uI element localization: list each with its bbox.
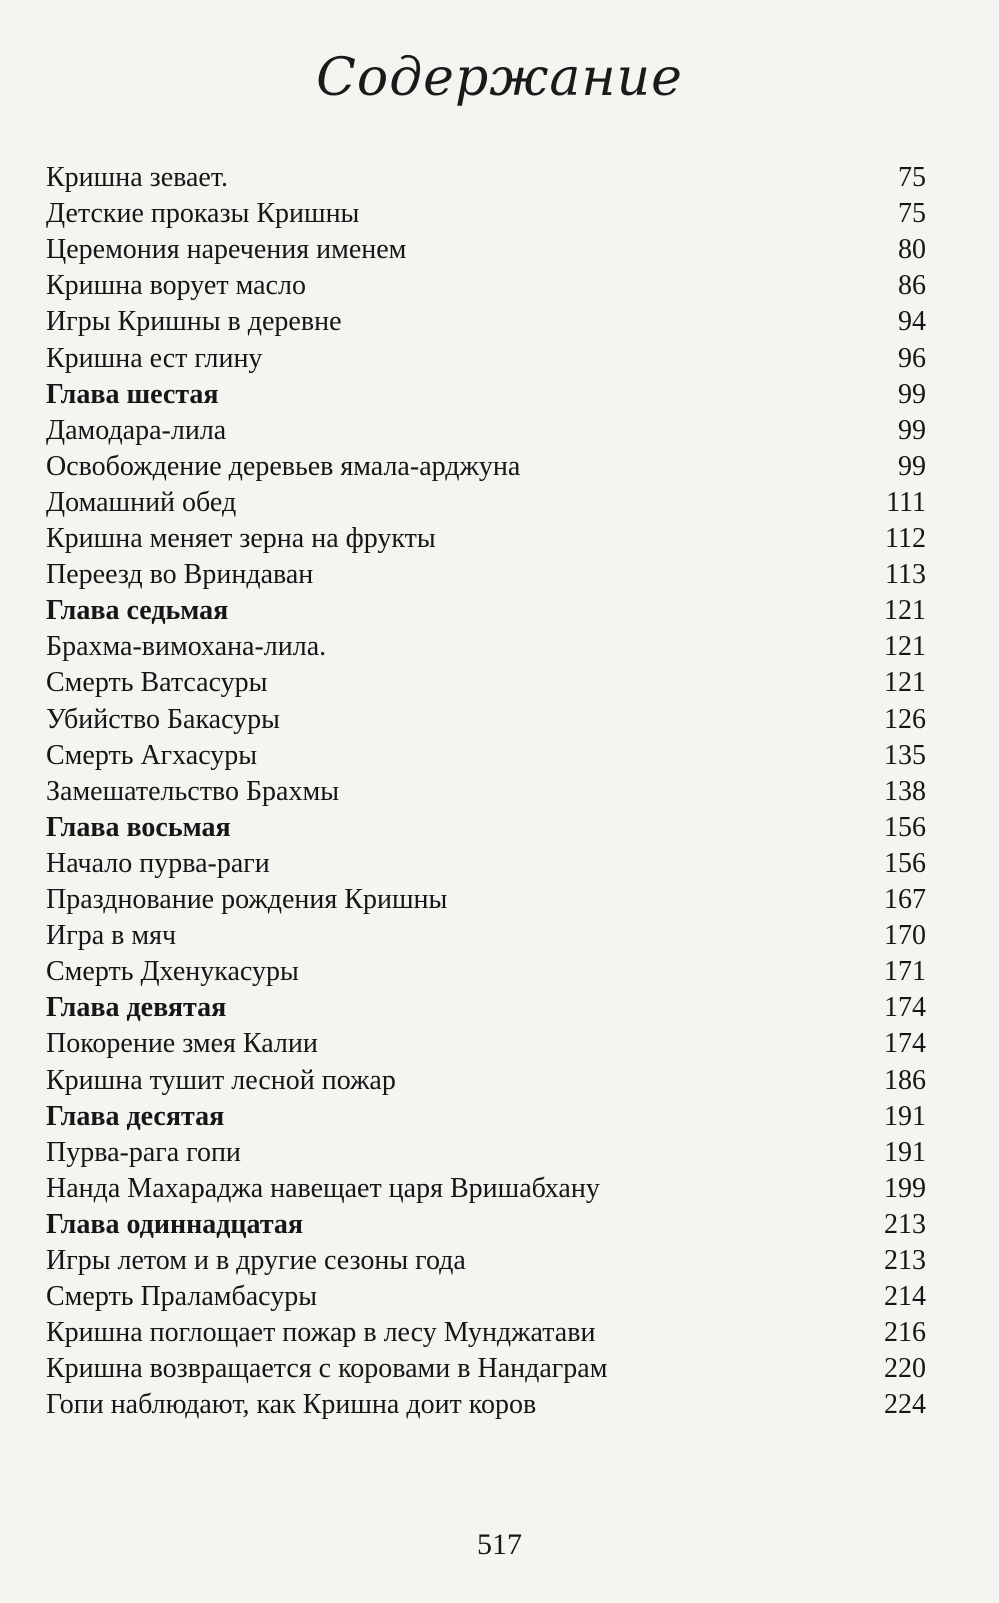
toc-entry-row xyxy=(46,160,926,197)
entry-title: Переезд во Вриндаван xyxy=(46,559,314,591)
toc-entry-row xyxy=(46,774,926,811)
toc-entry-row xyxy=(46,341,926,378)
entry-title: Кришна ворует масло xyxy=(46,270,306,302)
toc-entry-row xyxy=(46,449,926,486)
entry-title: Пурва-рага гопи xyxy=(46,1136,241,1168)
chapter-title: Глава девятая xyxy=(46,992,227,1024)
toc-entry-row xyxy=(46,846,926,883)
entry-page-number: 156 xyxy=(884,847,926,879)
chapter-title: Глава шестая xyxy=(46,378,219,410)
entry-page-number: 99 xyxy=(898,414,926,446)
entry-page-number: 75 xyxy=(898,162,926,193)
entry-title: Детские проказы Кришны xyxy=(46,198,360,230)
entry-page-number: 75 xyxy=(898,198,926,230)
entry-page-number: 174 xyxy=(884,992,926,1024)
toc-entry-row xyxy=(46,1063,926,1100)
entry-page-number: 99 xyxy=(898,450,926,482)
entry-title: Смерть Дхенукасуры xyxy=(46,956,299,988)
entry-title: Смерть Праламбасуры xyxy=(46,1281,318,1313)
entry-title: Празднование рождения Кришны xyxy=(46,884,448,915)
entry-page-number: 94 xyxy=(898,306,926,338)
toc-entry-row xyxy=(46,629,926,666)
entry-page-number: 170 xyxy=(884,920,926,952)
toc-entry-row xyxy=(46,918,926,955)
entry-title: Домашний обед xyxy=(46,486,237,518)
page-heading: Содержание xyxy=(316,48,683,108)
toc-entry-row xyxy=(46,1135,926,1172)
toc-entry-row xyxy=(46,1243,926,1280)
entry-page-number: 224 xyxy=(884,1389,926,1421)
entry-title: Игры летом и в другие сезоны года xyxy=(46,1245,466,1276)
entry-page-number: 199 xyxy=(884,1172,926,1204)
toc-entry-row xyxy=(46,1171,926,1208)
entry-page-number: 96 xyxy=(898,342,926,374)
toc-entry-row xyxy=(46,304,926,341)
toc-entry-row xyxy=(46,882,926,919)
entry-title: Игра в мяч xyxy=(46,920,177,952)
toc-entry-row xyxy=(46,268,926,305)
toc-chapter-row xyxy=(46,990,926,1027)
entry-page-number: 121 xyxy=(884,631,926,663)
entry-title: Смерть Агхасуры xyxy=(46,739,258,771)
toc-chapter-row xyxy=(46,1207,926,1244)
entry-page-number: 80 xyxy=(898,234,926,266)
toc-entry-row xyxy=(46,954,926,991)
toc-entry-row xyxy=(46,1387,926,1424)
chapter-title: Глава восьмая xyxy=(46,811,231,843)
entry-title: Кришна тушит лесной пожар xyxy=(46,1064,396,1096)
toc-chapter-row xyxy=(46,1099,926,1136)
entry-page-number: 121 xyxy=(884,667,926,699)
entry-title: Гопи наблюдают, как Кришна доит коров xyxy=(46,1389,537,1421)
chapter-title: Глава одиннадцатая xyxy=(46,1208,304,1240)
chapter-title: Глава седьмая xyxy=(46,595,229,627)
entry-title: Дамодара-лила xyxy=(46,414,227,446)
entry-page-number: 113 xyxy=(885,559,926,591)
entry-page-number: 138 xyxy=(884,775,926,807)
entry-page-number: 156 xyxy=(884,811,926,843)
entry-page-number: 121 xyxy=(884,595,926,627)
toc-entry-row xyxy=(46,232,926,269)
page-number: 517 xyxy=(477,1528,522,1561)
toc-entry-row xyxy=(46,521,926,558)
toc-entry-row xyxy=(46,413,926,450)
entry-title: Освобождение деревьев ямала-арджуна xyxy=(46,450,521,482)
entry-page-number: 191 xyxy=(884,1100,926,1132)
entry-title: Церемония наречения именем xyxy=(46,234,407,266)
entry-page-number: 186 xyxy=(884,1064,926,1096)
toc-chapter-row xyxy=(46,377,926,414)
entry-page-number: 171 xyxy=(884,956,926,988)
entry-title: Кришна возвращается с коровами в Нандаграм xyxy=(46,1353,608,1385)
toc-entry-row xyxy=(46,1315,926,1352)
entry-title: Кришна ест глину xyxy=(46,342,263,374)
toc-entry-row xyxy=(46,1026,926,1063)
entry-page-number: 86 xyxy=(898,270,926,302)
entry-page-number: 216 xyxy=(884,1317,926,1349)
entry-page-number: 174 xyxy=(884,1028,926,1060)
entry-page-number: 126 xyxy=(884,703,926,735)
entry-page-number: 220 xyxy=(884,1353,926,1385)
entry-page-number: 99 xyxy=(898,378,926,410)
entry-title: Замешательство Брахмы xyxy=(46,775,340,807)
entry-page-number: 111 xyxy=(886,486,926,518)
entry-page-number: 167 xyxy=(884,884,926,915)
entry-title: Кришна меняет зерна на фрукты xyxy=(46,523,436,554)
chapter-title: Глава десятая xyxy=(46,1100,225,1132)
toc-entry-row xyxy=(46,1351,926,1388)
toc-entry-row xyxy=(46,738,926,775)
entry-page-number: 214 xyxy=(884,1281,926,1313)
entry-title: Покорение змея Калии xyxy=(46,1028,318,1060)
entry-page-number: 213 xyxy=(884,1245,926,1276)
entry-title: Убийство Бакасуры xyxy=(46,703,280,735)
entry-title: Кришна зевает. xyxy=(46,162,228,193)
toc-chapter-row xyxy=(46,810,926,847)
entry-page-number: 191 xyxy=(884,1136,926,1168)
entry-title: Кришна поглощает пожар в лесу Мунджатави xyxy=(46,1317,596,1349)
entry-title: Нанда Махараджа навещает царя Вришабхану xyxy=(46,1172,600,1204)
entry-title: Брахма-вимохана-лила. xyxy=(46,631,327,663)
toc-chapter-row xyxy=(46,593,926,630)
entry-title: Игры Кришны в деревне xyxy=(46,306,342,338)
entry-page-number: 135 xyxy=(884,739,926,771)
toc-entry-row xyxy=(46,196,926,233)
toc-entry-row xyxy=(46,702,926,739)
entry-page-number: 213 xyxy=(884,1208,926,1240)
toc-entry-row xyxy=(46,485,926,522)
entry-page-number: 112 xyxy=(885,523,926,554)
toc-entry-row xyxy=(46,557,926,594)
entry-title: Начало пурва-раги xyxy=(46,847,270,879)
entry-title: Смерть Ватсасуры xyxy=(46,667,268,699)
toc-entry-row xyxy=(46,665,926,702)
toc-entry-row xyxy=(46,1279,926,1316)
